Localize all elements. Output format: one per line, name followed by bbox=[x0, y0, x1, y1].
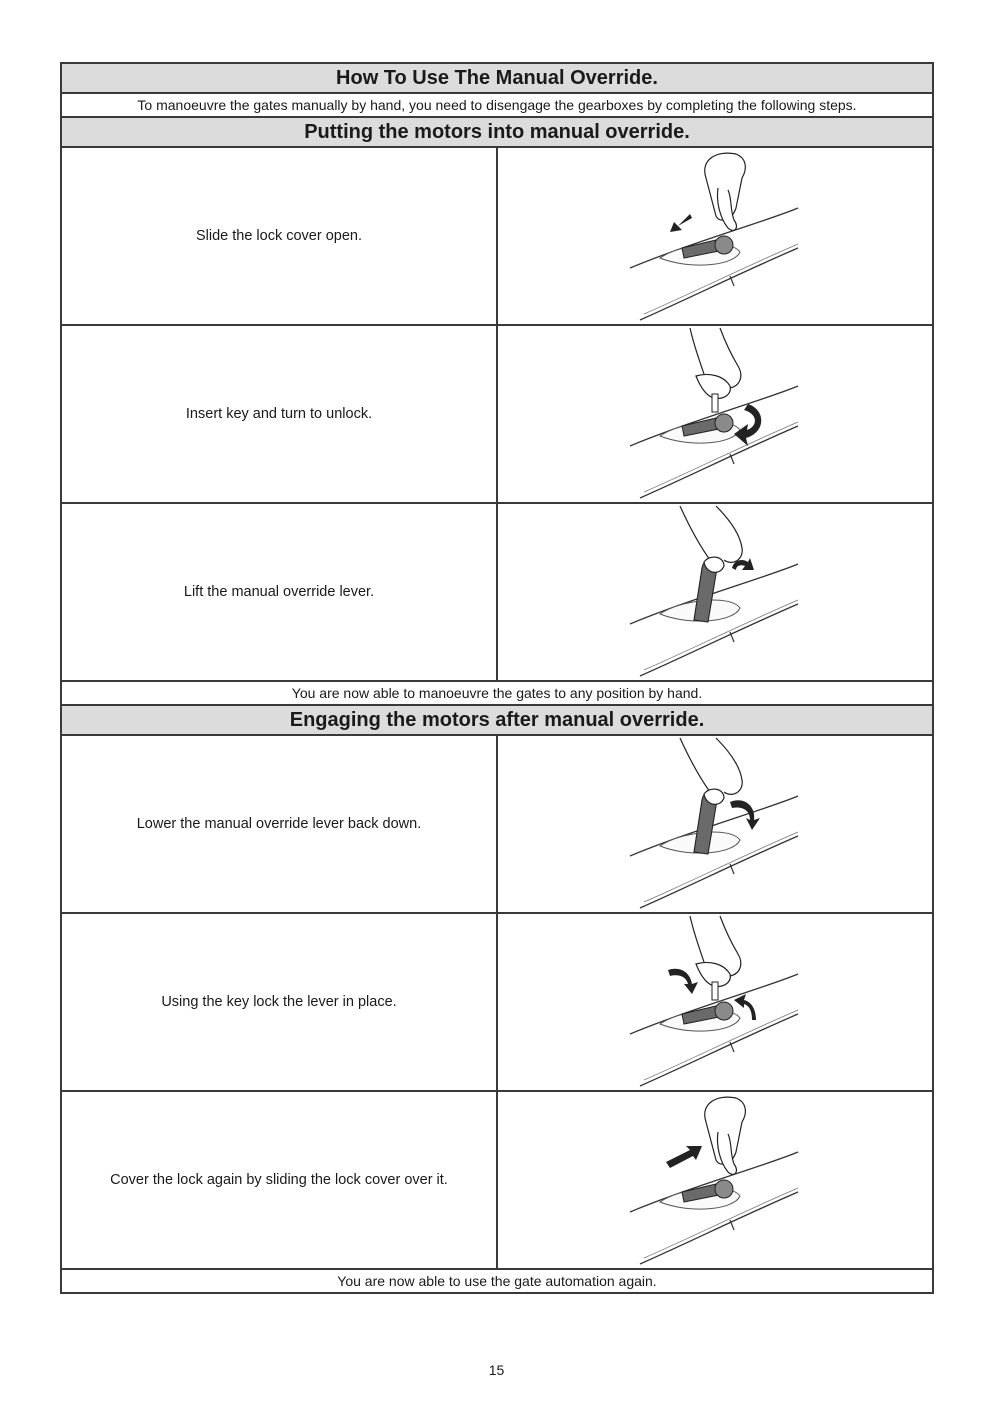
step-text: Lower the manual override lever back down. bbox=[61, 735, 497, 913]
arrow-up-icon bbox=[732, 558, 754, 570]
step-row bbox=[61, 503, 933, 681]
step-text: Cover the lock again by sliding the lock cover over it. bbox=[61, 1091, 497, 1269]
curved-arrow-icon bbox=[668, 969, 698, 994]
step-text: Using the key lock the lever in place. bbox=[61, 913, 497, 1091]
intro-text: To manoeuvre the gates manually by hand, you need to disengage the gearboxes by completing the following steps. bbox=[61, 93, 933, 117]
slide-cover-open-illustration bbox=[620, 148, 810, 324]
section-heading-engage: Engaging the motors after manual override. bbox=[61, 705, 933, 735]
arrow-right-icon bbox=[666, 1146, 702, 1168]
section-note: You are now able to manoeuvre the gates to any position by hand. bbox=[61, 681, 933, 705]
manual-override-table bbox=[60, 62, 934, 1294]
step-row bbox=[61, 735, 933, 913]
curved-arrow-icon bbox=[734, 404, 761, 446]
step-text: Slide the lock cover open. bbox=[61, 147, 497, 325]
step-row bbox=[61, 147, 933, 325]
section-note: You are now able to use the gate automation again. bbox=[61, 1269, 933, 1293]
lower-lever-illustration bbox=[620, 736, 810, 912]
turn-key-unlock-illustration bbox=[620, 326, 810, 502]
section-heading-disengage: Putting the motors into manual override. bbox=[61, 117, 933, 147]
step-row bbox=[61, 913, 933, 1091]
arrow-left-icon bbox=[670, 214, 692, 232]
step-row bbox=[61, 325, 933, 503]
step-row bbox=[61, 1091, 933, 1269]
step-text: Insert key and turn to unlock. bbox=[61, 325, 497, 503]
lift-lever-illustration bbox=[620, 504, 810, 680]
turn-key-lock-illustration bbox=[620, 914, 810, 1090]
slide-cover-closed-illustration bbox=[620, 1092, 810, 1268]
page-number: 15 bbox=[488, 1362, 505, 1378]
page-title: How To Use The Manual Override. bbox=[61, 63, 933, 93]
step-text: Lift the manual override lever. bbox=[61, 503, 497, 681]
